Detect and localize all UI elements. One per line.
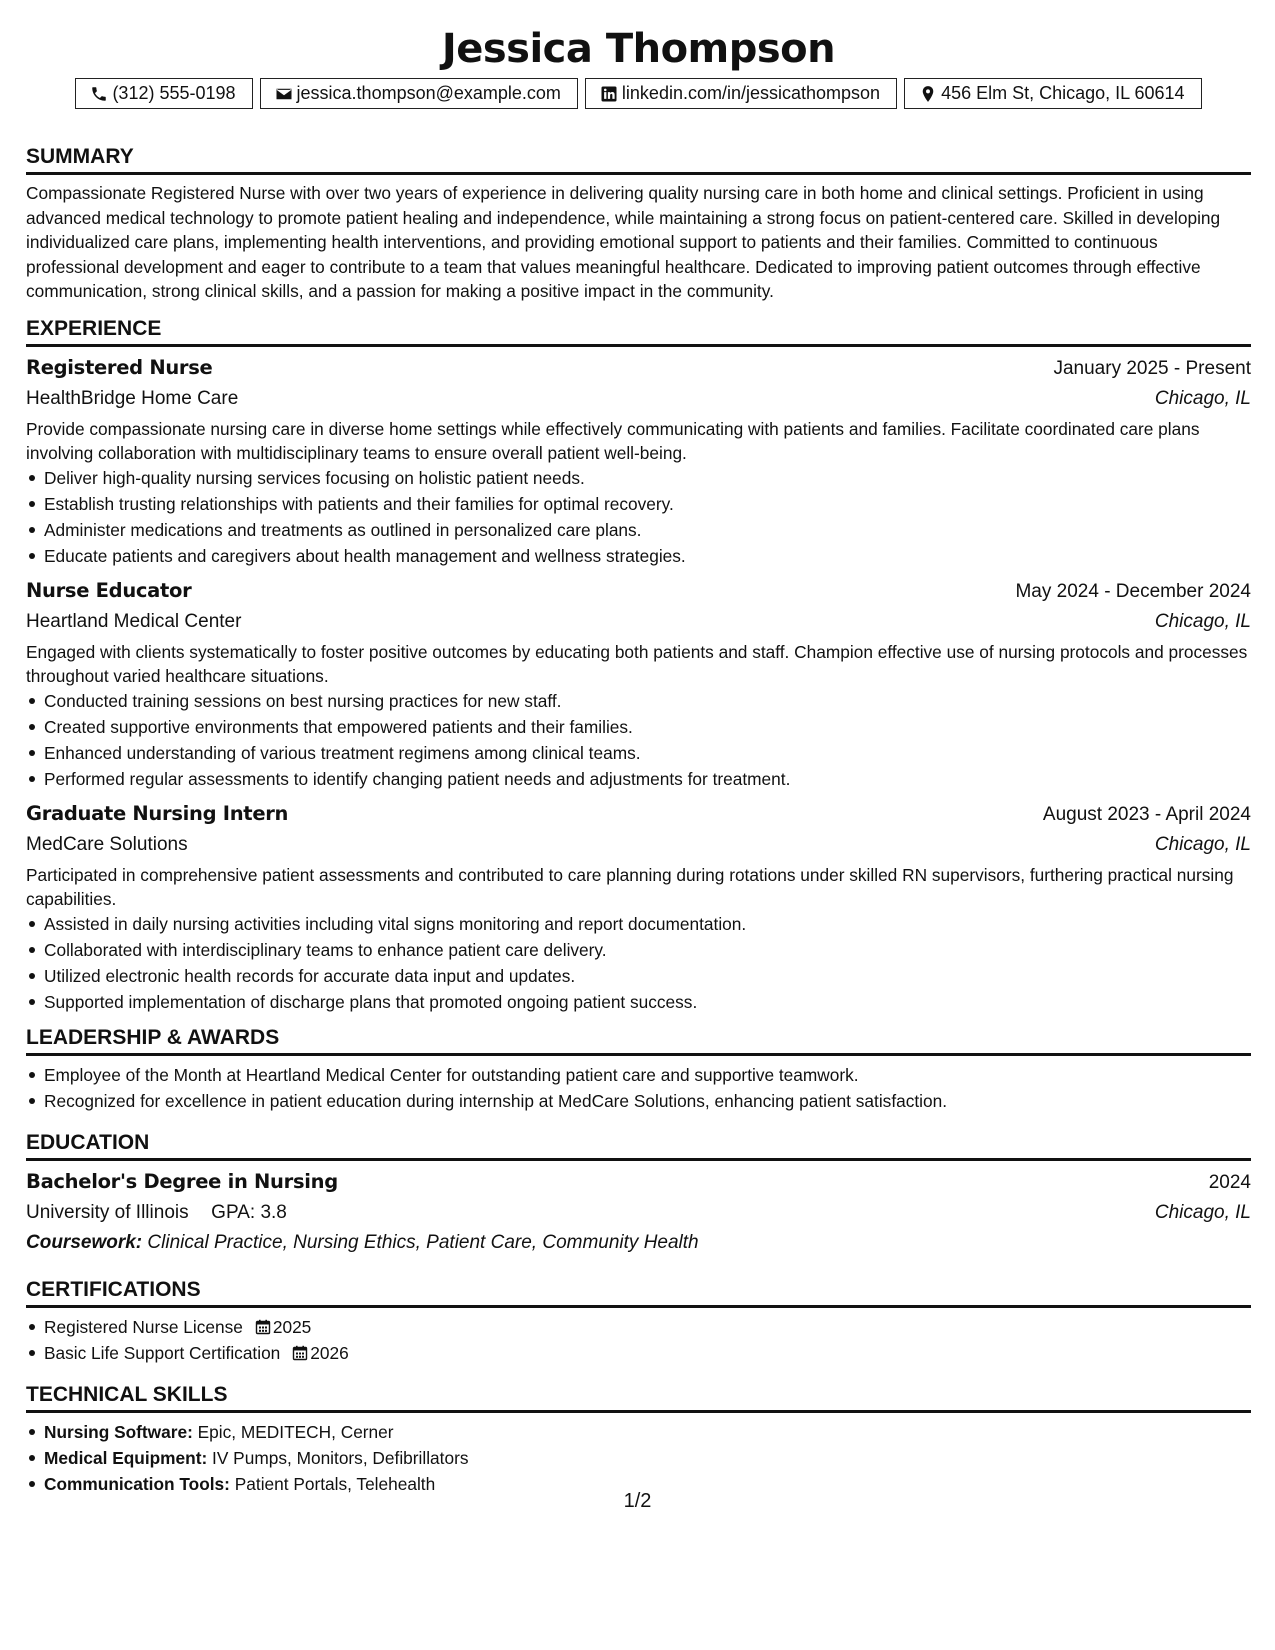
job-title: Registered Nurse [26,355,213,379]
certification-year: 2026 [310,1342,349,1363]
resume-page [26,22,1251,1497]
list-item: Created supportive environments that empowered patients and their families. [26,714,1251,740]
job-title: Graduate Nursing Intern [26,801,289,825]
job-location: Chicago, IL [1154,610,1251,632]
phone-text: (312) 555-0198 [112,83,236,103]
list-item [26,1314,1251,1340]
job-description: Participated in comprehensive patient assessments and contributed to care planning during rotations under skilled RN supervisors, furthering practical nursing capabilities. [26,864,1234,909]
contact-email[interactable] [260,78,578,109]
job-title: Nurse Educator [26,578,192,602]
email-text: jessica.thompson@example.com [296,83,561,103]
job-company: HealthBridge Home Care [26,387,239,409]
job-dates: August 2023 - April 2024 [1042,803,1251,825]
list-item: Administer medications and treatments as outlined in personalized care plans. [26,517,1251,543]
job-entry [26,799,1251,1015]
certification-name: Basic Life Support Certification [44,1342,281,1363]
list-item: Enhanced understanding of various treatment regimens among clinical teams. [26,740,1251,766]
skill-label: Communication Tools: [44,1473,230,1494]
list-item [26,1419,1251,1445]
skills-list [26,1419,1251,1497]
job-bullets [26,911,1251,1015]
list-item: Recognized for excellence in patient education during internship at MedCare Solutions, enhancing patient satisfaction. [26,1088,1251,1114]
skill-value: IV Pumps, Monitors, Defibrillators [212,1447,469,1468]
skill-value: Patient Portals, Telehealth [234,1473,436,1494]
coursework-list: Clinical Practice, Nursing Ethics, Patient Care, Community Health [147,1231,699,1253]
certifications-list [26,1314,1251,1366]
list-item: Collaborated with interdisciplinary teams to enhance patient care delivery. [26,937,1251,963]
certification-year: 2025 [272,1316,312,1337]
job-description: Provide compassionate nursing care in diverse home settings while effectively communicating with patients and families. Facilitate coordinated care plans involving collaboration with multidisciplinary teams to ensure overall patient well-being. [26,418,1200,463]
degree-name: Bachelor's Degree in Nursing [26,1169,338,1193]
list-item: Performed regular assessments to identify changing patient needs and adjustments for treatment. [26,766,1251,792]
candidate-name: Jessica Thompson [441,26,836,72]
education-section [26,1130,1251,1258]
contact-linkedin[interactable] [585,78,897,109]
section-title-experience: EXPERIENCE [26,316,1251,347]
job-description: Engaged with clients systematically to foster positive outcomes by educating both patients and staff. Champion effective use of nursing protocols and processes throughout varied healthcare situations. [26,641,1248,686]
list-item: Utilized electronic health records for accurate data input and updates. [26,963,1251,989]
skill-value: Epic, MEDITECH, Cerner [197,1421,394,1442]
list-item: Deliver high-quality nursing services focusing on holistic patient needs. [26,465,1251,491]
job-entry [26,576,1251,792]
section-title-certifications: CERTIFICATIONS [26,1277,1251,1308]
job-bullets [26,688,1251,792]
summary-section [26,144,1251,304]
envelope-icon [275,85,293,103]
calendar-icon [255,1319,271,1335]
awards-list [26,1062,1251,1114]
job-dates: May 2024 - December 2024 [1015,580,1251,602]
contact-address[interactable] [904,78,1201,109]
list-item: Establish trusting relationships with patients and their families for optimal recovery. [26,491,1251,517]
experience-section [26,316,1251,1015]
linkedin-icon [600,85,618,103]
section-title-summary: SUMMARY [26,144,1251,175]
summary-text: Compassionate Registered Nurse with over two years of experience in delivering quality nursing care in both home and clinical settings. Proficient in using advanced medical technology to promote patient healing and independence, while maintaining a strong focus on patient-centered care. Skilled in developing individualized care plans, implementing health interventions, and providing emotional support to patients and their families. Committed to continuous professional development and eager to contribute to a team that values meaningful healthcare. Dedicated to improving patient outcomes through effective communication, strong clinical skills, and a passion for making a positive impact in the community. [26,183,1221,302]
contact-phone[interactable] [75,78,252,109]
job-entry [26,353,1251,569]
list-item [26,1340,1251,1366]
skills-section [26,1382,1251,1497]
coursework [26,1228,1251,1258]
list-item: Supported implementation of discharge plans that promoted ongoing patient success. [26,989,1251,1015]
page-number: 1/2 [623,1490,652,1512]
map-pin-icon [919,85,937,103]
list-item [26,1445,1251,1471]
job-dates: January 2025 - Present [1053,357,1251,379]
job-company: MedCare Solutions [26,833,188,855]
school-line [26,1198,287,1228]
phone-icon [90,85,108,103]
school-name: University of Illinois [26,1201,189,1223]
certifications-section [26,1277,1251,1366]
school-location: Chicago, IL [1154,1201,1251,1223]
address-text: 456 Elm St, Chicago, IL 60614 [941,83,1185,103]
list-item: Employee of the Month at Heartland Medical Center for outstanding patient care and supportive teamwork. [26,1062,1251,1088]
section-title-skills: TECHNICAL SKILLS [26,1382,1251,1413]
calendar-icon [292,1345,308,1361]
contact-bar [26,78,1251,109]
job-company: Heartland Medical Center [26,610,242,632]
skill-label: Nursing Software: [44,1421,193,1442]
graduation-year: 2024 [1208,1171,1251,1193]
job-bullets [26,465,1251,569]
awards-section [26,1025,1251,1114]
certification-name: Registered Nurse License [44,1316,243,1337]
coursework-label: Coursework: [26,1231,143,1253]
list-item: Educate patients and caregivers about health management and wellness strategies. [26,543,1251,569]
section-title-education: EDUCATION [26,1130,1251,1161]
skill-label: Medical Equipment: [44,1447,208,1468]
job-location: Chicago, IL [1154,387,1251,409]
job-location: Chicago, IL [1154,833,1251,855]
linkedin-text: linkedin.com/in/jessicathompson [621,83,881,103]
list-item: Assisted in daily nursing activities including vital signs monitoring and report documentation. [26,911,1251,937]
section-title-awards: LEADERSHIP & AWARDS [26,1025,1251,1056]
list-item: Conducted training sessions on best nursing practices for new staff. [26,688,1251,714]
gpa: GPA: 3.8 [211,1201,287,1223]
